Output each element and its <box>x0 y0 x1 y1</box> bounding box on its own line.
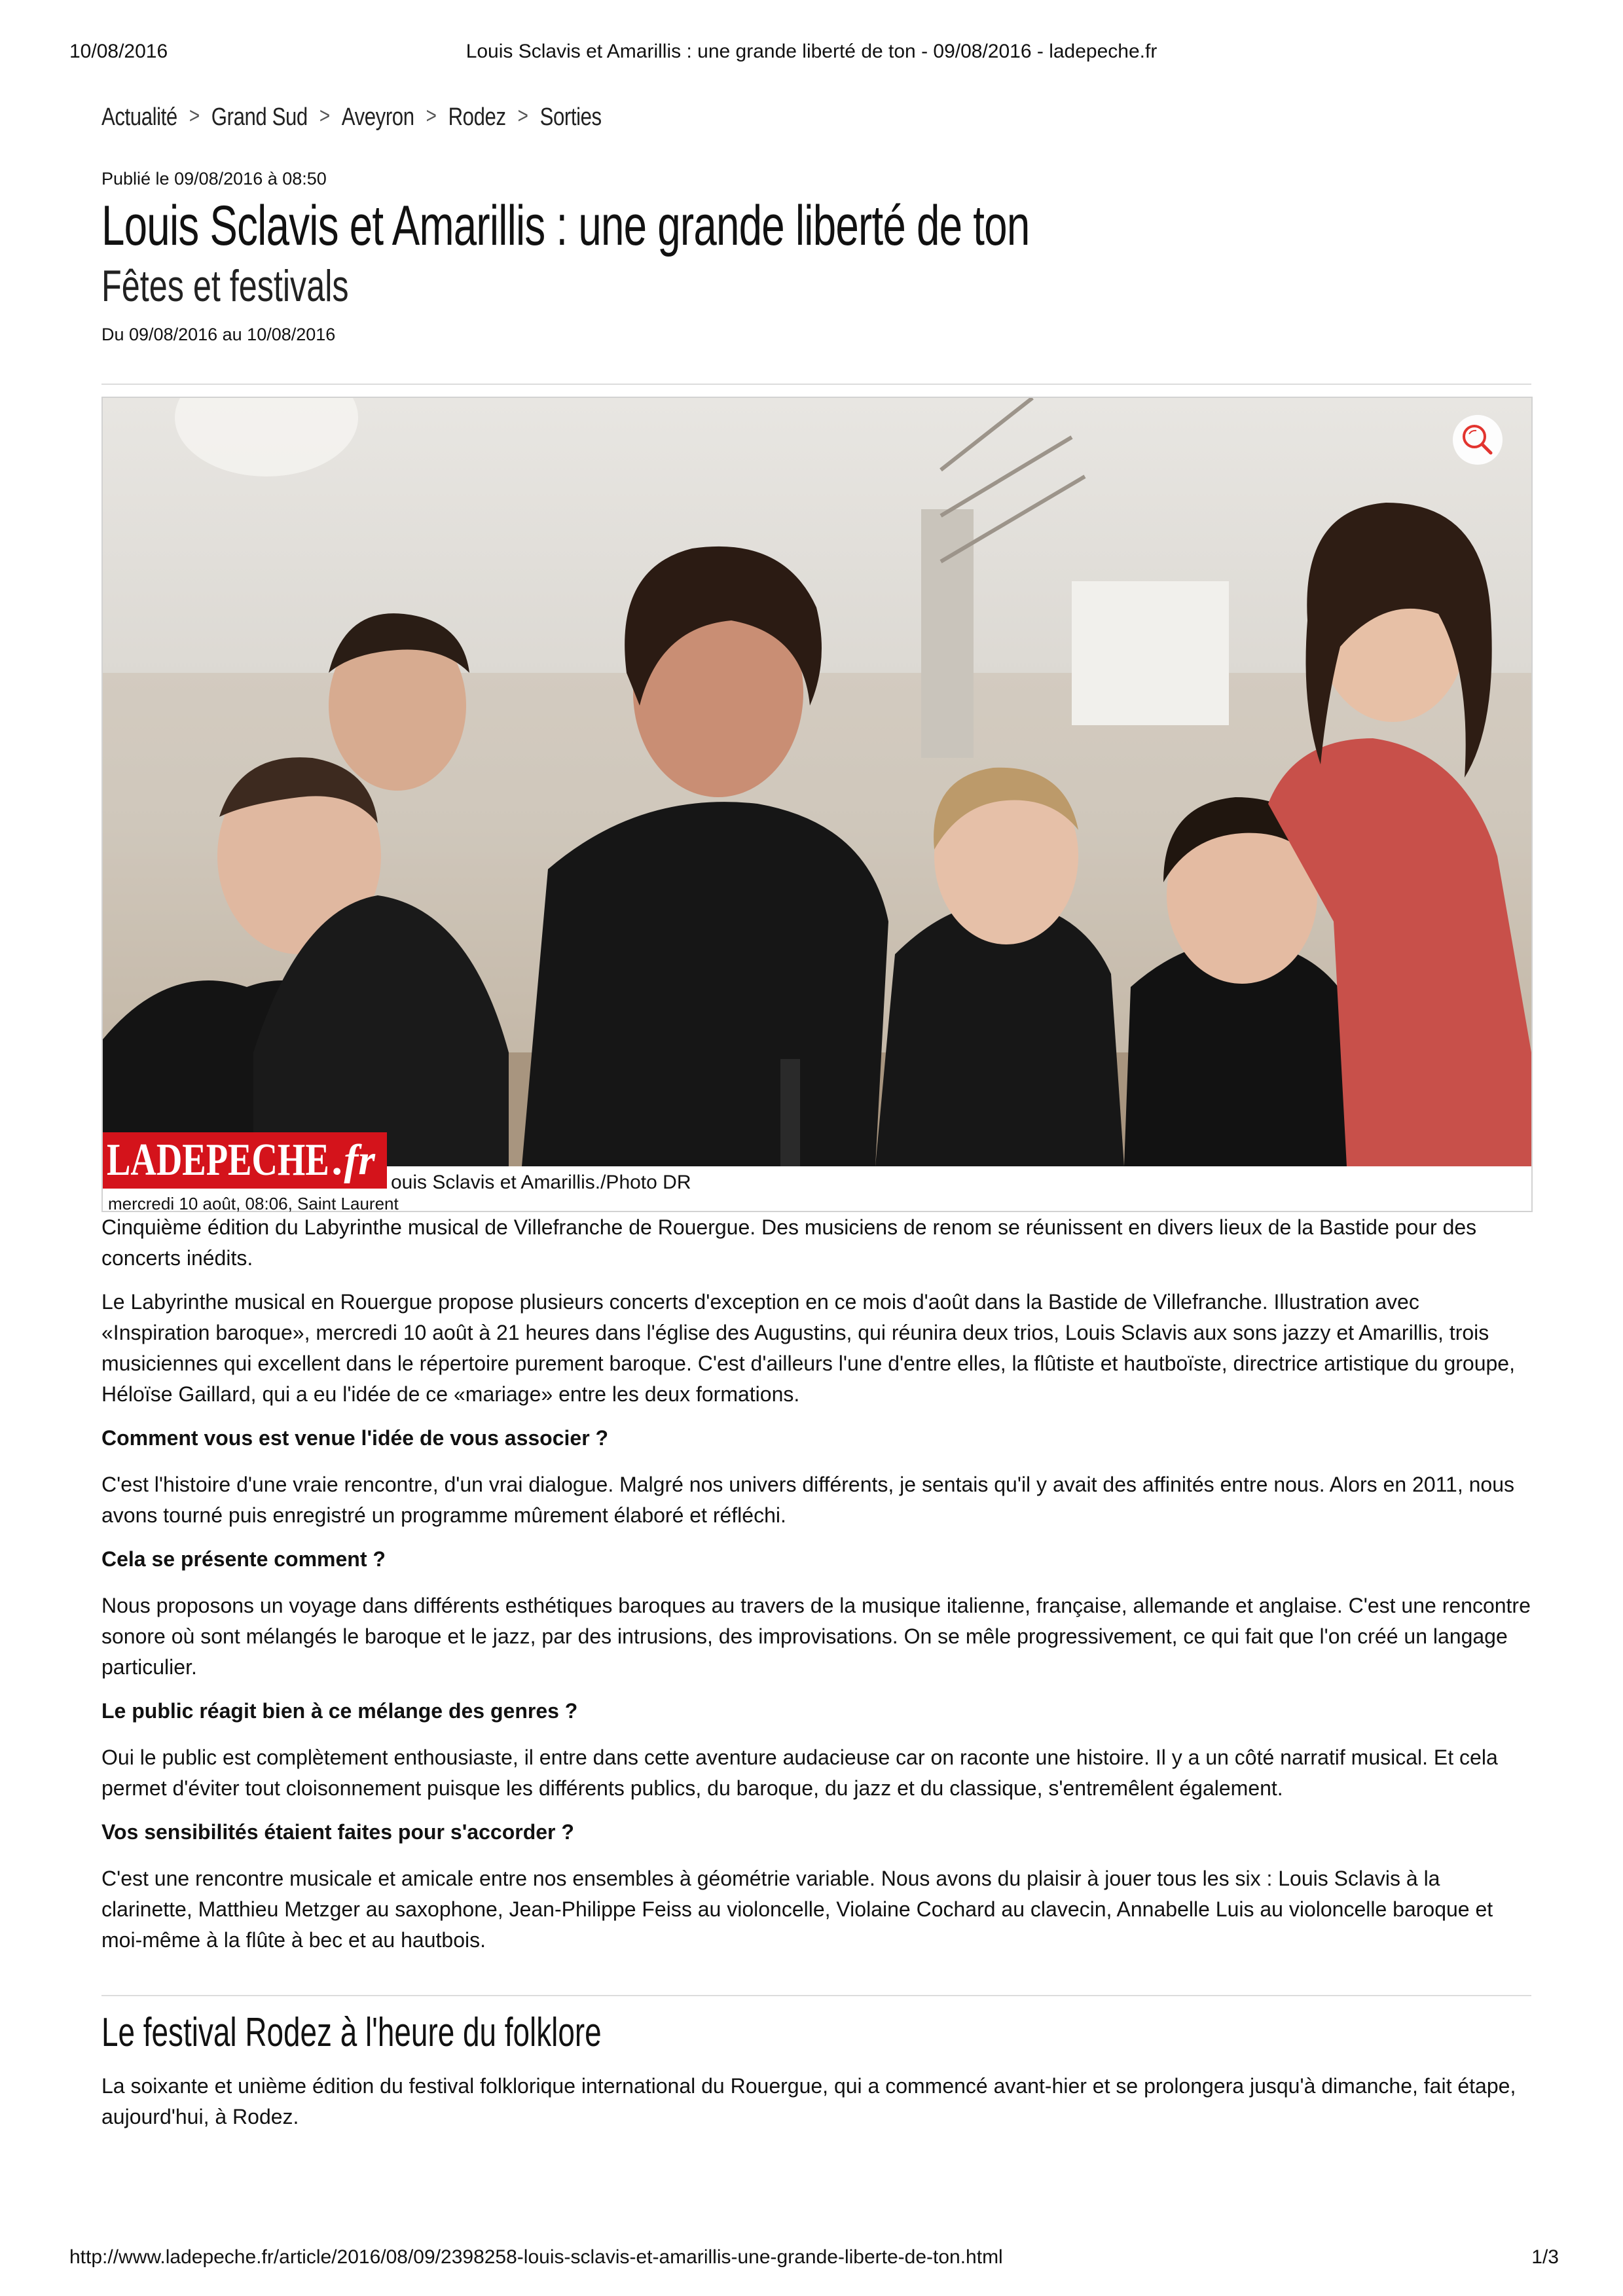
print-date: 10/08/2016 <box>69 41 168 62</box>
clarinet <box>780 1059 800 1166</box>
breadcrumb-item-actualite[interactable]: Actualité <box>101 103 177 131</box>
breadcrumb-item-grand-sud[interactable]: Grand Sud <box>211 103 308 131</box>
breadcrumb-item-sorties[interactable]: Sorties <box>539 103 602 131</box>
interview-question: Comment vous est venue l'idée de vous associer ? <box>101 1426 609 1450</box>
article-paragraph: C'est une rencontre musicale et amicale entre nos ensembles à géométrie variable. Nous avons du plaisir à jouer tous les six : Louis Sclavis à la clarinette, Matthieu Metzger au saxophone, Jean-Philippe Feiss au violoncelle, Violaine Cochard au clavecin, Annabelle Luis au violoncelle baroque et moi-même à la flûte à bec et au hautbois. <box>101 1867 1493 1952</box>
article-photo[interactable] <box>103 398 1531 1166</box>
breadcrumb-separator: > <box>319 103 330 128</box>
ladepeche-logo: LADEPECHE .fr <box>103 1132 387 1189</box>
breadcrumb <box>101 103 602 132</box>
group-photo-illustration <box>103 398 1531 1166</box>
print-page-number: 1/3 <box>1531 2246 1559 2268</box>
interview-question: Cela se présente comment ? <box>101 1547 386 1571</box>
article-paragraph: Oui le public est complètement enthousiaste, il entre dans cette aventure audacieuse car on raconte une histoire. Il y a un côté narratif musical. Et cela permet d'éviter tout cloisonnement puisque les différents publics, du baroque, du jazz et du classique, s'entremêlent également. <box>101 1746 1498 1800</box>
article-photo-frame <box>101 397 1533 1212</box>
publication-date: Publié le 09/08/2016 à 08:50 <box>101 169 327 188</box>
article-paragraph: Nous proposons un voyage dans différents esthétiques baroques au travers de la musique italienne, française, allemande et anglaise. C'est une rencontre sonore où sont mélangés le baroque et le jazz, par des intrusions, des improvisations. On se mêle progressivement, ce qui fait que l'on créé un langage particulier. <box>101 1594 1531 1679</box>
print-url: http://www.ladepeche.fr/article/2016/08/09/2398258-louis-sclavis-et-amarillis-une-grande-liberte-de-ton.html <box>69 2246 1003 2268</box>
article-body <box>101 1212 1531 1969</box>
zoom-button[interactable] <box>1453 415 1503 465</box>
magnifier-icon <box>1453 415 1503 465</box>
related-article-title[interactable]: Le festival Rodez à l'heure du folklore <box>101 2010 602 2055</box>
divider <box>101 1995 1531 1996</box>
breadcrumb-item-aveyron[interactable]: Aveyron <box>341 103 414 131</box>
interview-question: Le public réagit bien à ce mélange des genres ? <box>101 1699 578 1723</box>
event-date-range: Du 09/08/2016 au 10/08/2016 <box>101 325 336 344</box>
article-category: Fêtes et festivals <box>101 261 349 311</box>
breadcrumb-separator: > <box>189 103 200 128</box>
breadcrumb-separator: > <box>517 103 528 128</box>
breadcrumb-separator: > <box>426 103 437 128</box>
photo-caption: ouis Sclavis et Amarillis./Photo DR <box>391 1172 691 1193</box>
article-headline: Louis Sclavis et Amarillis : une grande liberté de ton <box>101 194 1030 257</box>
divider <box>101 384 1531 385</box>
interview-question: Vos sensibilités étaient faites pour s'accorder ? <box>101 1820 574 1844</box>
breadcrumb-item-rodez[interactable]: Rodez <box>448 103 506 131</box>
related-article-summary: La soixante et unième édition du festival folklorique international du Rouergue, qui a commencé avant-hier et se prolongera jusqu'à dimanche, fait étape, aujourd'hui, à Rodez. <box>101 2074 1516 2128</box>
article-paragraph: Cinquième édition du Labyrinthe musical de Villefranche de Rouergue. Des musiciens de renom se réunissent en divers lieux de la Bastide pour des concerts inédits. <box>101 1215 1477 1270</box>
photo-caption-meta: mercredi 10 août, 08:06, Saint Laurent <box>108 1194 399 1213</box>
print-page-title: Louis Sclavis et Amarillis : une grande liberté de ton - 09/08/2016 - ladepeche.fr <box>465 41 1158 62</box>
article-paragraph: Le Labyrinthe musical en Rouergue propose plusieurs concerts d'exception en ce mois d'août dans la Bastide de Villefranche. Illustration avec «Inspiration baroque», mercredi 10 août à 21 heures dans l'église des Augustins, qui réunira deux trios, Louis Sclavis aux sons jazzy et Amarillis, trois musiciennes qui excellent dans le répertoire purement baroque. C'est d'ailleurs l'une d'entre elles, la flûtiste et hautboïste, directrice artistique du groupe, Héloïse Gaillard, qui a eu l'idée de ce «mariage» entre les deux formations. <box>101 1290 1515 1406</box>
article-paragraph: C'est l'histoire d'une vraie rencontre, d'un vrai dialogue. Malgré nos univers différents, je sentais qu'il y avait des affinités entre nous. Alors en 2011, nous avons tourné puis enregistré un programme mûrement élaboré et réfléchi. <box>101 1473 1514 1527</box>
